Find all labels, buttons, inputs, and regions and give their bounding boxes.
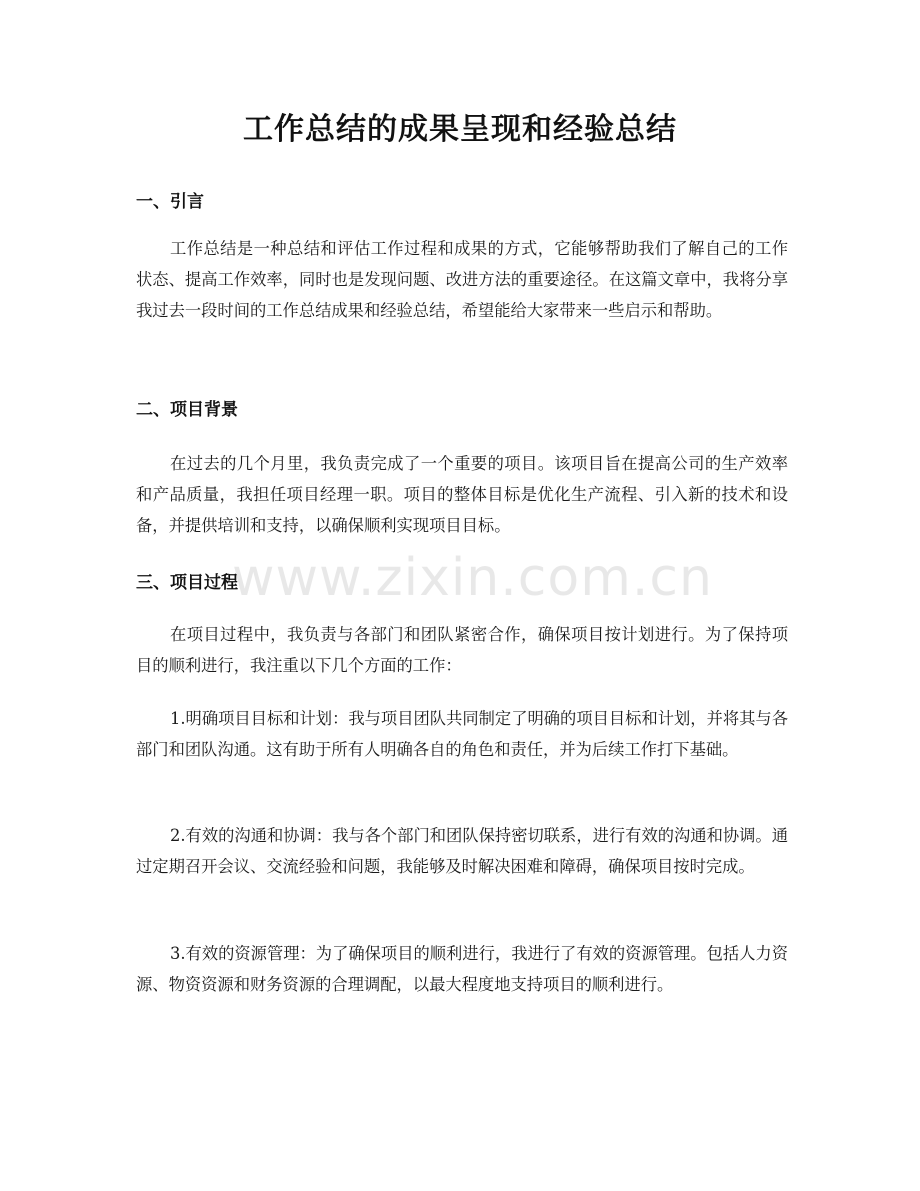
document-title: 工作总结的成果呈现和经验总结 xyxy=(243,112,677,147)
section-heading-project-background: 二、项目背景 xyxy=(136,400,238,420)
paragraph-item-1: 1.明确项目目标和计划：我与项目团队共同制定了明确的项目目标和计划，并将其与各部门和团队沟通。这有助于所有人明确各自的角色和责任，并为后续工作打下基础。 xyxy=(136,709,788,759)
section-heading-introduction: 一、引言 xyxy=(136,192,204,212)
section-heading-project-process: 三、项目过程 xyxy=(136,573,238,593)
paragraph-project-background: 在过去的几个月里，我负责完成了一个重要的项目。该项目旨在提高公司的生产效率和产品质量，我担任项目经理一职。项目的整体目标是优化生产流程、引入新的技术和设备，并提供培训和支持，以确保顺利实现项目目标。 xyxy=(136,454,788,535)
paragraph-item-2: 2.有效的沟通和协调：我与各个部门和团队保持密切联系，进行有效的沟通和协调。通过定期召开会议、交流经验和问题，我能够及时解决困难和障碍，确保项目按时完成。 xyxy=(136,826,788,876)
paragraph-project-process-intro: 在项目过程中，我负责与各部门和团队紧密合作，确保项目按计划进行。为了保持项目的顺利进行，我注重以下几个方面的工作： xyxy=(136,625,788,675)
paragraph-introduction: 工作总结是一种总结和评估工作过程和成果的方式，它能够帮助我们了解自己的工作状态、提高工作效率，同时也是发现问题、改进方法的重要途径。在这篇文章中，我将分享我过去一段时间的工作总结成果和经验总结，希望能给大家带来一些启示和帮助。 xyxy=(136,239,788,320)
paragraph-item-3: 3.有效的资源管理：为了确保项目的顺利进行，我进行了有效的资源管理。包括人力资源、物资资源和财务资源的合理调配，以最大程度地支持项目的顺利进行。 xyxy=(136,944,788,994)
watermark-text: www.zixin.com.cn xyxy=(232,548,713,608)
